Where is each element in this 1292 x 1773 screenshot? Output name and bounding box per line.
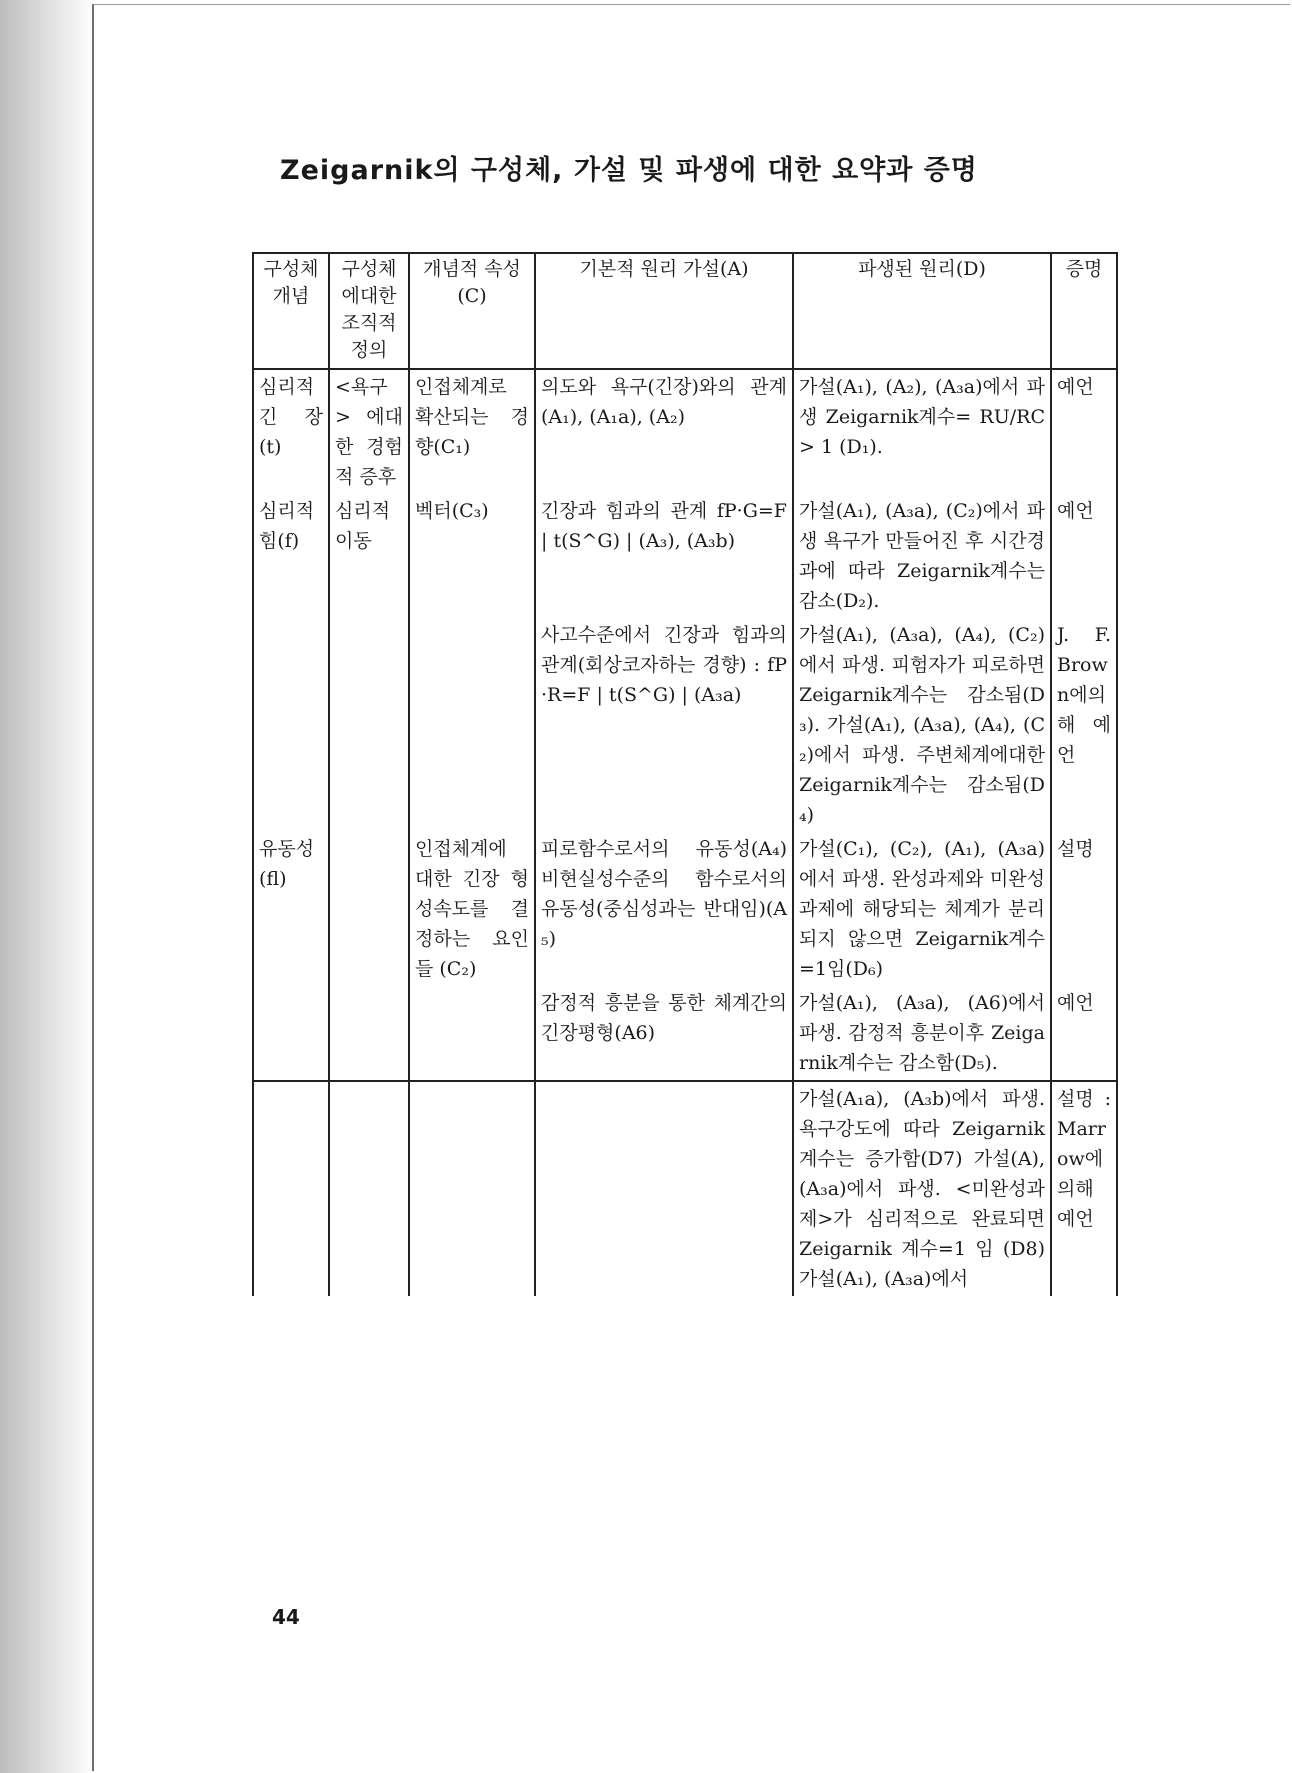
cell-property [409, 1081, 535, 1296]
header-evidence: 증명 [1051, 253, 1117, 369]
cell-property [409, 986, 535, 1081]
cell-evidence: 예언 [1051, 986, 1117, 1081]
cell-evidence: 예언 [1051, 494, 1117, 618]
table-row [253, 986, 1117, 1081]
cell-property: 벡터(C₃) [409, 494, 535, 618]
cell-construct [253, 986, 329, 1081]
cell-definition [329, 1081, 409, 1296]
cell-principle: 피로함수로서의 유동성(A₄) 비현실성수준의 함수로서의 유동성(중심성과는 반대임)(A₅) [535, 832, 793, 986]
cell-principle: 감정적 흥분을 통한 체계간의 긴장평형(A6) [535, 986, 793, 1081]
header-principle: 기본적 원리 가설(A) [535, 253, 793, 369]
table-row [253, 494, 1117, 618]
header-property: 개념적 속성(C) [409, 253, 535, 369]
table-header-row [253, 253, 1117, 369]
header-construct: 구성체 개념 [253, 253, 329, 369]
table-row [253, 832, 1117, 986]
cell-evidence: 예언 [1051, 369, 1117, 494]
cell-definition [329, 618, 409, 832]
cell-principle: 사고수준에서 긴장과 힘과의 관계(회상코자하는 경향) : fP·R=F | t(S^G) | (A₃a) [535, 618, 793, 832]
cell-construct: 심리적 긴 장 (t) [253, 369, 329, 494]
cell-construct [253, 1081, 329, 1296]
cell-definition [329, 986, 409, 1081]
cell-principle [535, 1081, 793, 1296]
header-definition: 구성체 에대한 조직적 정의 [329, 253, 409, 369]
cell-derived: 가설(A₁), (A₃a), (C₂)에서 파생 욕구가 만들어진 후 시간경과에 따라 Zeigarnik계수는 감소(D₂). [793, 494, 1051, 618]
cell-property: 인접체계에 대한 긴장 형성속도를 결정하는 요인들 (C₂) [409, 832, 535, 986]
table-row [253, 1081, 1117, 1296]
table-row [253, 618, 1117, 832]
cell-property [409, 618, 535, 832]
cell-evidence: J. F. Brown에의해 예언 [1051, 618, 1117, 832]
cell-principle: 의도와 욕구(긴장)와의 관계(A₁), (A₁a), (A₂) [535, 369, 793, 494]
cell-principle: 긴장과 힘과의 관계 fP·G=F | t(S^G) | (A₃), (A₃b) [535, 494, 793, 618]
header-derived: 파생된 원리(D) [793, 253, 1051, 369]
page-title: Zeigarnik의 구성체, 가설 및 파생에 대한 요약과 증명 [280, 155, 978, 186]
cell-construct [253, 618, 329, 832]
cell-derived: 가설(A₁), (A₃a), (A6)에서 파생. 감정적 흥분이후 Zeigarnik계수는 감소함(D₅). [793, 986, 1051, 1081]
table-row [253, 369, 1117, 494]
cell-derived: 가설(A₁), (A₂), (A₃a)에서 파생 Zeigarnik계수= RU/RC > 1 (D₁). [793, 369, 1051, 494]
cell-property: 인접체계로 확산되는 경향(C₁) [409, 369, 535, 494]
cell-derived: 가설(A₁), (A₃a), (A₄), (C₂)에서 파생. 피험자가 피로하면 Zeigarnik계수는 감소됨(D₃). 가설(A₁), (A₃a), (A₄), (C₂)에서 파생. 주변체계에대한Zeigarnik계수는 감소됨(D₄) [793, 618, 1051, 832]
page-number: 44 [272, 1605, 300, 1629]
cell-definition [329, 832, 409, 986]
cell-construct: 유동성 (fl) [253, 832, 329, 986]
summary-table [252, 252, 1118, 1296]
cell-evidence: 설명 [1051, 832, 1117, 986]
cell-definition: 심리적 이동 [329, 494, 409, 618]
cell-construct: 심리적 힘(f) [253, 494, 329, 618]
cell-derived: 가설(C₁), (C₂), (A₁), (A₃a)에서 파생. 완성과제와 미완성과제에 해당되는 체계가 분리되지 않으면 Zeigarnik계수=1임(D₆) [793, 832, 1051, 986]
cell-derived: 가설(A₁a), (A₃b)에서 파생. 욕구강도에 따라 Zeigarnik계수는 증가함(D7) 가설(A), (A₃a)에서 파생. <미완성과제>가 심리적으로 완료되면 Zeigarnik 계수=1 임 (D8) 가설(A₁), (A₃a)에서 [793, 1081, 1051, 1296]
cell-definition: <욕구> 에대한 경험적 증후 [329, 369, 409, 494]
cell-evidence: 설명 : Marrow에 의해 예언 [1051, 1081, 1117, 1296]
